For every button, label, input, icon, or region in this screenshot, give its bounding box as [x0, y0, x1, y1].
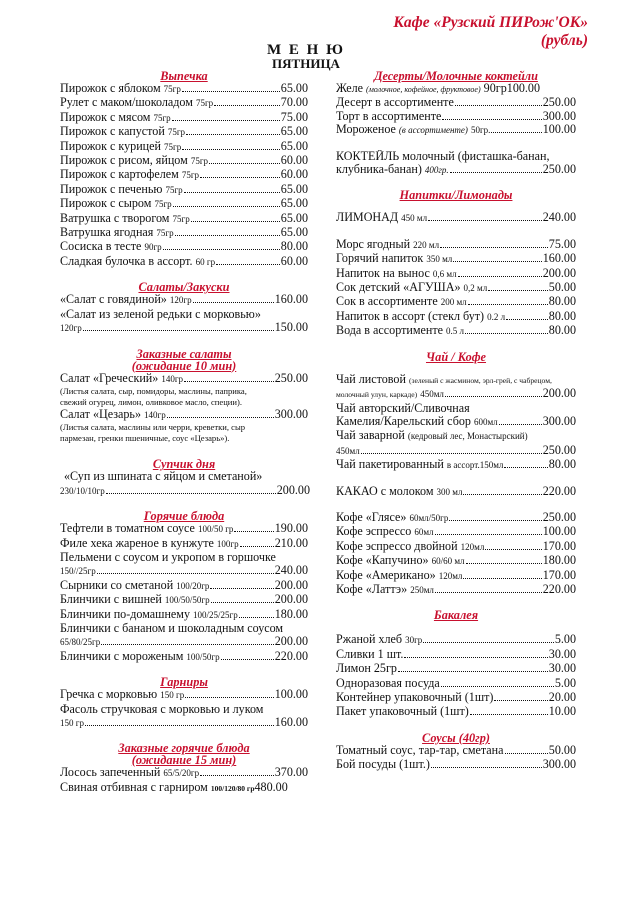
menu-item-price: 180.00	[274, 606, 308, 621]
menu-item-price: 30.00	[548, 661, 576, 676]
menu-item-price: 80.00	[280, 239, 308, 254]
menu-item-name: Лимон 25гр	[336, 662, 397, 676]
currency-label: (рубль)	[540, 32, 588, 49]
menu-item	[60, 255, 308, 269]
dot-leader	[440, 247, 548, 248]
menu-item-name: Сливки 1 шт.	[336, 647, 404, 661]
menu-item	[60, 111, 308, 125]
dot-leader	[453, 261, 541, 262]
dot-leader	[184, 192, 280, 193]
menu-item: 150//25гр 240.00	[60, 563, 308, 578]
dot-leader	[485, 549, 541, 550]
menu-item-price: 75.00	[280, 109, 308, 124]
menu-item-name: Томатный соус, тар-тар, сметана	[336, 743, 504, 757]
dot-leader	[463, 578, 541, 579]
section-title-grocery: Бакалея	[433, 608, 479, 623]
menu-item-name: Контейнер упаковочный (1шт)	[336, 691, 494, 704]
menu-item-name: Кофе эспрессо двойной	[336, 539, 458, 553]
cafe-title: Кафе «Рузский ПИРож'ОК»	[393, 14, 588, 31]
menu-item-price: 170.00	[542, 538, 576, 553]
dot-leader	[172, 120, 280, 121]
hot-list	[60, 579, 308, 622]
left-column	[60, 70, 308, 795]
menu-item-price: 80.00	[548, 308, 576, 323]
menu-item-name: Блинчики по-домашнему	[60, 607, 190, 621]
menu-item-weight: 75гр	[153, 112, 171, 123]
section-title-sauces: Соусы (40гр)	[422, 730, 490, 745]
menu-item: 450мл 250.00	[336, 442, 576, 457]
menu-item-price: 20.00	[548, 690, 576, 704]
dot-leader	[435, 534, 542, 535]
menu-item-name: КОКТЕЙЛЬ молочный (фисташка-банан,	[336, 149, 550, 163]
menu-item-weight: 75гр	[181, 170, 200, 181]
menu-item-name: Тефтели в томатном соусе	[60, 522, 195, 536]
menu-item: Лосось запеченный 65/5/20гр 370.00	[60, 765, 308, 780]
dot-leader	[200, 177, 280, 178]
menu-item-price: 170.00	[542, 567, 576, 582]
menu-item-price: 50.00	[548, 742, 576, 757]
menu-item-name: «Салат из зеленой редьки с морковью»	[60, 307, 261, 321]
menu-item	[336, 511, 576, 525]
menu-item: Гречка с морковью 150 гр 100.00	[60, 687, 308, 702]
menu-item-name: Ватрушка с творогом	[60, 211, 170, 225]
menu-item-weight: 100/25/25гр	[193, 609, 238, 620]
menu-item-weight: 250мл	[410, 584, 434, 595]
menu-item-price: 190.00	[274, 521, 308, 536]
menu-item-price: 160.00	[542, 251, 576, 266]
menu-item-price: 200.00	[542, 265, 576, 280]
section-title-desserts: Десерты/Молочные коктейли	[374, 69, 538, 83]
dot-leader	[466, 563, 542, 564]
menu-item	[336, 705, 576, 719]
menu-item-price: 75.00	[548, 236, 576, 251]
menu-item	[336, 525, 576, 539]
menu-item-name: Кофе «Американо»	[336, 568, 436, 582]
section-subtitle-order-hot: (ожидание 15 мин)	[131, 753, 237, 768]
dot-leader	[431, 767, 542, 768]
menu-item: ЛИМОНАД 450 мл 240.00	[336, 210, 576, 225]
dot-leader	[470, 714, 548, 715]
menu-item-name: Ржаной хлеб	[336, 633, 403, 647]
dot-leader	[240, 546, 274, 547]
menu-item	[60, 212, 308, 226]
menu-item-price: 210.00	[274, 535, 308, 550]
menu-item	[60, 579, 308, 593]
right-column	[336, 70, 576, 773]
menu-item-weight: 60мл	[414, 527, 434, 538]
menu-item-price: 5.00	[554, 632, 576, 647]
menu-item-weight: 100/50 гр	[197, 524, 234, 535]
section-title-salads: Салаты/Закуски	[138, 280, 230, 295]
menu-item-name: Пирожок с рисом, яйцом	[60, 154, 188, 168]
menu-item	[60, 197, 308, 211]
menu-item-weight: 120мл	[438, 570, 463, 581]
menu-item-name: Блинчики с вишней	[60, 593, 162, 607]
menu-item-weight: 75гр	[164, 141, 182, 152]
dot-leader	[505, 753, 548, 754]
dot-leader	[441, 686, 554, 687]
menu-item-name: Бой посуды (1шт.)	[336, 758, 430, 772]
menu-item-weight: 75гр	[163, 84, 181, 94]
menu-item-name: Напиток в ассорт (стекл бут)	[336, 309, 485, 323]
menu-item-name: Сосиска в тесте	[60, 240, 142, 254]
menu-item-price: 65.00	[280, 138, 308, 153]
menu-item-price: 100.00	[542, 524, 576, 539]
menu-item-name: Сладкая булочка в ассорт.	[60, 254, 193, 268]
menu-item-price: 10.00	[548, 704, 576, 719]
menu-item	[336, 324, 576, 338]
menu-item-name: Кофе «Глясе»	[336, 510, 407, 524]
menu-item: клубника-банан) 400гр. 250.00	[336, 162, 576, 177]
menu-item-name: Вода в ассортименте	[336, 324, 443, 338]
menu-item-name: Филе хека жареное в кунжуте	[60, 536, 214, 550]
dot-leader	[494, 700, 547, 701]
menu-item-name: Пирожок с сыром	[60, 197, 152, 211]
menu-item-price: 65.00	[280, 196, 308, 211]
menu-item-name: Пирожок с картофелем	[60, 168, 179, 182]
menu-item: «Салат с говядиной» 120гр 160.00	[60, 292, 308, 307]
section-title-drinks: Напитки/Лимонады	[399, 188, 513, 203]
menu-item	[336, 540, 576, 554]
menu-item	[60, 183, 308, 197]
menu-item-name: Пирожок с мясом	[60, 110, 151, 124]
menu-item-price: 80.00	[548, 323, 576, 338]
menu-item-weight: 60мл/50гр	[409, 512, 449, 523]
menu-item-name: Чай заварной (кедровый лес, Монастырский)	[336, 429, 528, 443]
menu-item-price: 250.00	[542, 509, 576, 524]
menu-item-name: Чай авторский/Сливочная	[336, 401, 470, 415]
menu-item-name: Чай листовой (зеленый с жасмином, эрл-грей, с чабрецом,	[336, 372, 552, 386]
menu-item-name: Морс ягодный	[336, 237, 411, 251]
menu-item	[336, 662, 576, 676]
menu-item-price: 60.00	[280, 253, 308, 268]
menu-item	[60, 154, 308, 168]
menu-item-weight: 0.2 л	[487, 311, 506, 322]
menu-item-weight: 100/50/50гр	[164, 595, 210, 606]
menu-item-weight: 75гр	[190, 156, 209, 167]
menu-item-price: 70.00	[280, 95, 308, 110]
menu-item	[60, 82, 308, 96]
menu-item	[60, 226, 308, 240]
menu-item-price: 200.00	[274, 592, 308, 607]
menu-item: Блинчики с мороженым 100/50гр 220.00	[60, 648, 308, 663]
menu-item: Чай пакетированный в ассорт.150мл 80.00	[336, 457, 576, 472]
menu-item-price: 65.00	[280, 124, 308, 139]
menu-item-name: Рулет с маком/шоколадом	[60, 96, 193, 110]
dot-leader	[458, 276, 542, 277]
menu-item-weight: 60 гр	[195, 256, 216, 267]
menu-item-price: 65.00	[280, 81, 308, 95]
menu-item: молочный улун, каркаде) 450мл 200.00	[336, 386, 576, 401]
dot-leader	[423, 642, 554, 643]
menu-item	[336, 310, 576, 324]
menu-item: 150 гр 160.00	[60, 715, 308, 729]
menu-item: Салат «Цезарь» 140гр 300.00	[60, 406, 308, 421]
menu-item	[60, 537, 308, 551]
menu-item	[60, 608, 308, 622]
menu-item-price: 65.00	[280, 210, 308, 225]
menu-item-weight: 75гр	[156, 228, 174, 239]
menu-item	[60, 240, 308, 254]
menu-item	[336, 238, 576, 252]
menu-item-name: Одноразовая посуда	[336, 676, 440, 690]
menu-item	[60, 168, 308, 182]
section-title-pies: Выпечка	[160, 69, 208, 83]
section-title-order-hot: Заказные горячие блюда	[118, 741, 250, 756]
menu-item-weight: 0.5 л	[446, 326, 465, 337]
menu-item-price: 65.00	[280, 225, 308, 240]
menu-item-name: Сырники со сметаной	[60, 578, 174, 592]
menu-item: КАКАО с молоком 300 мл 220.00	[336, 483, 576, 498]
menu-item-price: 220.00	[542, 581, 576, 596]
menu-item	[336, 758, 576, 772]
menu-item: 230/10/10гр 200.00	[60, 482, 310, 497]
menu-item-name: Кофе «Латтэ»	[336, 582, 408, 596]
menu-item	[336, 677, 576, 691]
menu-item-name: Горячий напиток	[336, 252, 424, 266]
dot-leader	[186, 134, 280, 135]
menu-item-name: Пирожок с капустой	[60, 125, 165, 139]
dot-leader	[182, 149, 280, 150]
dot-leader	[468, 304, 548, 305]
menu-item-name: Сок детский «АГУША»	[336, 281, 461, 295]
menu-item-name: Пельмени с соусом и укропом в горшочке	[60, 550, 276, 564]
dot-leader	[506, 319, 548, 320]
dot-leader	[239, 617, 274, 618]
menu-item	[60, 96, 308, 110]
menu-item-weight: 75гр	[167, 127, 186, 138]
menu-item-weight: 200 мл	[440, 297, 467, 308]
menu-item-name: Пирожок с яблоком	[60, 82, 161, 95]
menu-item-name: Сок в ассортименте	[336, 295, 438, 309]
menu-item-weight: 30гр	[405, 635, 423, 646]
menu-item-weight: 220 мл	[413, 239, 440, 250]
menu-item-weight: 0,6 мл	[432, 268, 457, 279]
menu-item-weight: 90гр	[144, 242, 162, 253]
menu-item-price: 60.00	[280, 153, 308, 168]
dot-leader	[449, 520, 541, 521]
menu-item-price: 300.00	[542, 757, 576, 772]
menu-item-name: «Суп из шпината с яйцом и сметаной»	[64, 470, 263, 484]
cafe-name	[393, 14, 588, 50]
drinks-list	[336, 238, 576, 339]
menu-item-price: 60.00	[280, 167, 308, 182]
menu-item-name: Напиток на вынос	[336, 266, 430, 280]
coffee-list	[336, 511, 576, 597]
menu-item	[336, 691, 576, 705]
dot-leader	[209, 163, 280, 164]
menu-item: 120гр 150.00	[60, 320, 308, 335]
section-title-garnish: Гарниры	[160, 675, 208, 690]
menu-heading	[250, 44, 362, 70]
dot-leader	[175, 235, 280, 236]
menu-item: Желе (молочное, кофейное, фруктовое) 90гр 100.00	[336, 81, 541, 95]
dot-leader	[214, 105, 280, 106]
section-title-order-salads: Заказные салаты	[136, 346, 232, 361]
ingredients-note: (Листья салата, маслины или черри, креветки, сыр пармезан, гренки пшеничные, соус «Цезарь»).	[60, 422, 246, 444]
menu-item	[60, 140, 308, 154]
dot-leader	[398, 671, 548, 672]
dot-leader	[465, 333, 548, 334]
menu-item-price: 80.00	[548, 294, 576, 309]
dot-leader	[210, 588, 273, 589]
menu-item	[336, 648, 576, 662]
dot-leader	[435, 592, 542, 593]
menu-item-weight: 100гр	[216, 538, 239, 549]
menu-item-weight: 75гр	[195, 98, 214, 109]
menu-item-price: 5.00	[554, 675, 576, 690]
menu-item-price: 180.00	[542, 553, 576, 568]
menu-title: М Е Н Ю	[267, 42, 345, 58]
menu-item: 65/80/25гр 200.00	[60, 634, 308, 649]
menu-item-weight: 0,2 мл	[463, 283, 488, 294]
menu-item-name: Фасоль стручковая с морковью и луком	[60, 702, 264, 716]
menu-item: Камелия/Карельский сбор 600мл 300.00	[336, 413, 576, 428]
menu-item	[336, 252, 576, 266]
menu-item-name: Кофе эспрессо	[336, 525, 412, 539]
dot-leader	[216, 264, 280, 265]
menu-item: Десерт в ассортименте 250.00	[336, 95, 576, 110]
menu-item-price: 30.00	[548, 646, 576, 661]
menu-item-name: Кофе «Капучино»	[336, 554, 429, 568]
dot-leader	[488, 290, 548, 291]
menu-item-price: 200.00	[274, 577, 308, 592]
menu-item	[336, 295, 576, 309]
dot-leader	[182, 91, 280, 92]
section-title-soup: Супчик дня	[152, 457, 216, 472]
menu-item	[60, 593, 308, 607]
menu-item-weight: 75гр	[172, 213, 190, 224]
menu-item: Мороженое (в ассортименте) 50гр. 100.00	[336, 122, 576, 137]
hot-list	[60, 522, 308, 551]
menu-item	[336, 281, 576, 295]
menu-item-weight: 60/60 мл	[431, 556, 465, 567]
menu-item: Свиная отбивная с гарниром 100/120/80 гр 480.00	[60, 779, 288, 794]
dot-leader	[211, 602, 274, 603]
menu-item-weight: 75гр	[165, 184, 183, 195]
menu-item	[336, 583, 576, 597]
dot-leader	[173, 206, 280, 207]
menu-item	[336, 569, 576, 583]
dot-leader	[191, 221, 280, 222]
menu-item-weight: 75гр	[154, 199, 172, 210]
menu-item: Салат «Греческий» 140гр 250.00	[60, 370, 308, 385]
menu-item-weight: 100/20гр	[176, 580, 210, 591]
menu-item-name: Пирожок с печенью	[60, 182, 163, 196]
section-title-tea: Чай / Кофе	[425, 349, 487, 364]
menu-item-name: Пакет упаковочный (1шт)	[336, 705, 469, 719]
section-title-hot: Горячие блюда	[143, 509, 225, 524]
dot-leader	[234, 531, 273, 532]
ingredients-note: (Листья салата, сыр, помидоры, маслины, паприка, свежий огурец, лимон, оливковое масло, специи).	[60, 385, 247, 407]
dot-leader	[404, 657, 547, 658]
pies-list	[60, 82, 308, 269]
menu-item-price: 50.00	[548, 280, 576, 295]
section-subtitle-order-salads: (ожидание 10 мин)	[131, 358, 237, 373]
menu-item-price: 65.00	[280, 181, 308, 196]
menu-item	[60, 125, 308, 139]
dot-leader	[163, 249, 280, 250]
menu-item	[336, 633, 576, 647]
menu-item-name: Блинчики с бананом и шоколадным соусом	[60, 621, 284, 635]
menu-item	[336, 267, 576, 281]
menu-day: ПЯТНИЦА	[272, 56, 340, 71]
menu-item: Торт в ассортименте 300.00	[336, 108, 576, 123]
menu-item-weight: 350 мл	[426, 254, 453, 265]
menu-item-name: Ватрушка ягодная	[60, 226, 154, 240]
grocery-list	[336, 633, 576, 719]
menu-item	[60, 522, 308, 536]
menu-item-name: Пирожок с курицей	[60, 139, 161, 153]
menu-item	[336, 744, 576, 758]
menu-item-weight: 120мл	[460, 541, 485, 552]
sauces-list	[336, 744, 576, 773]
menu-item	[336, 554, 576, 568]
